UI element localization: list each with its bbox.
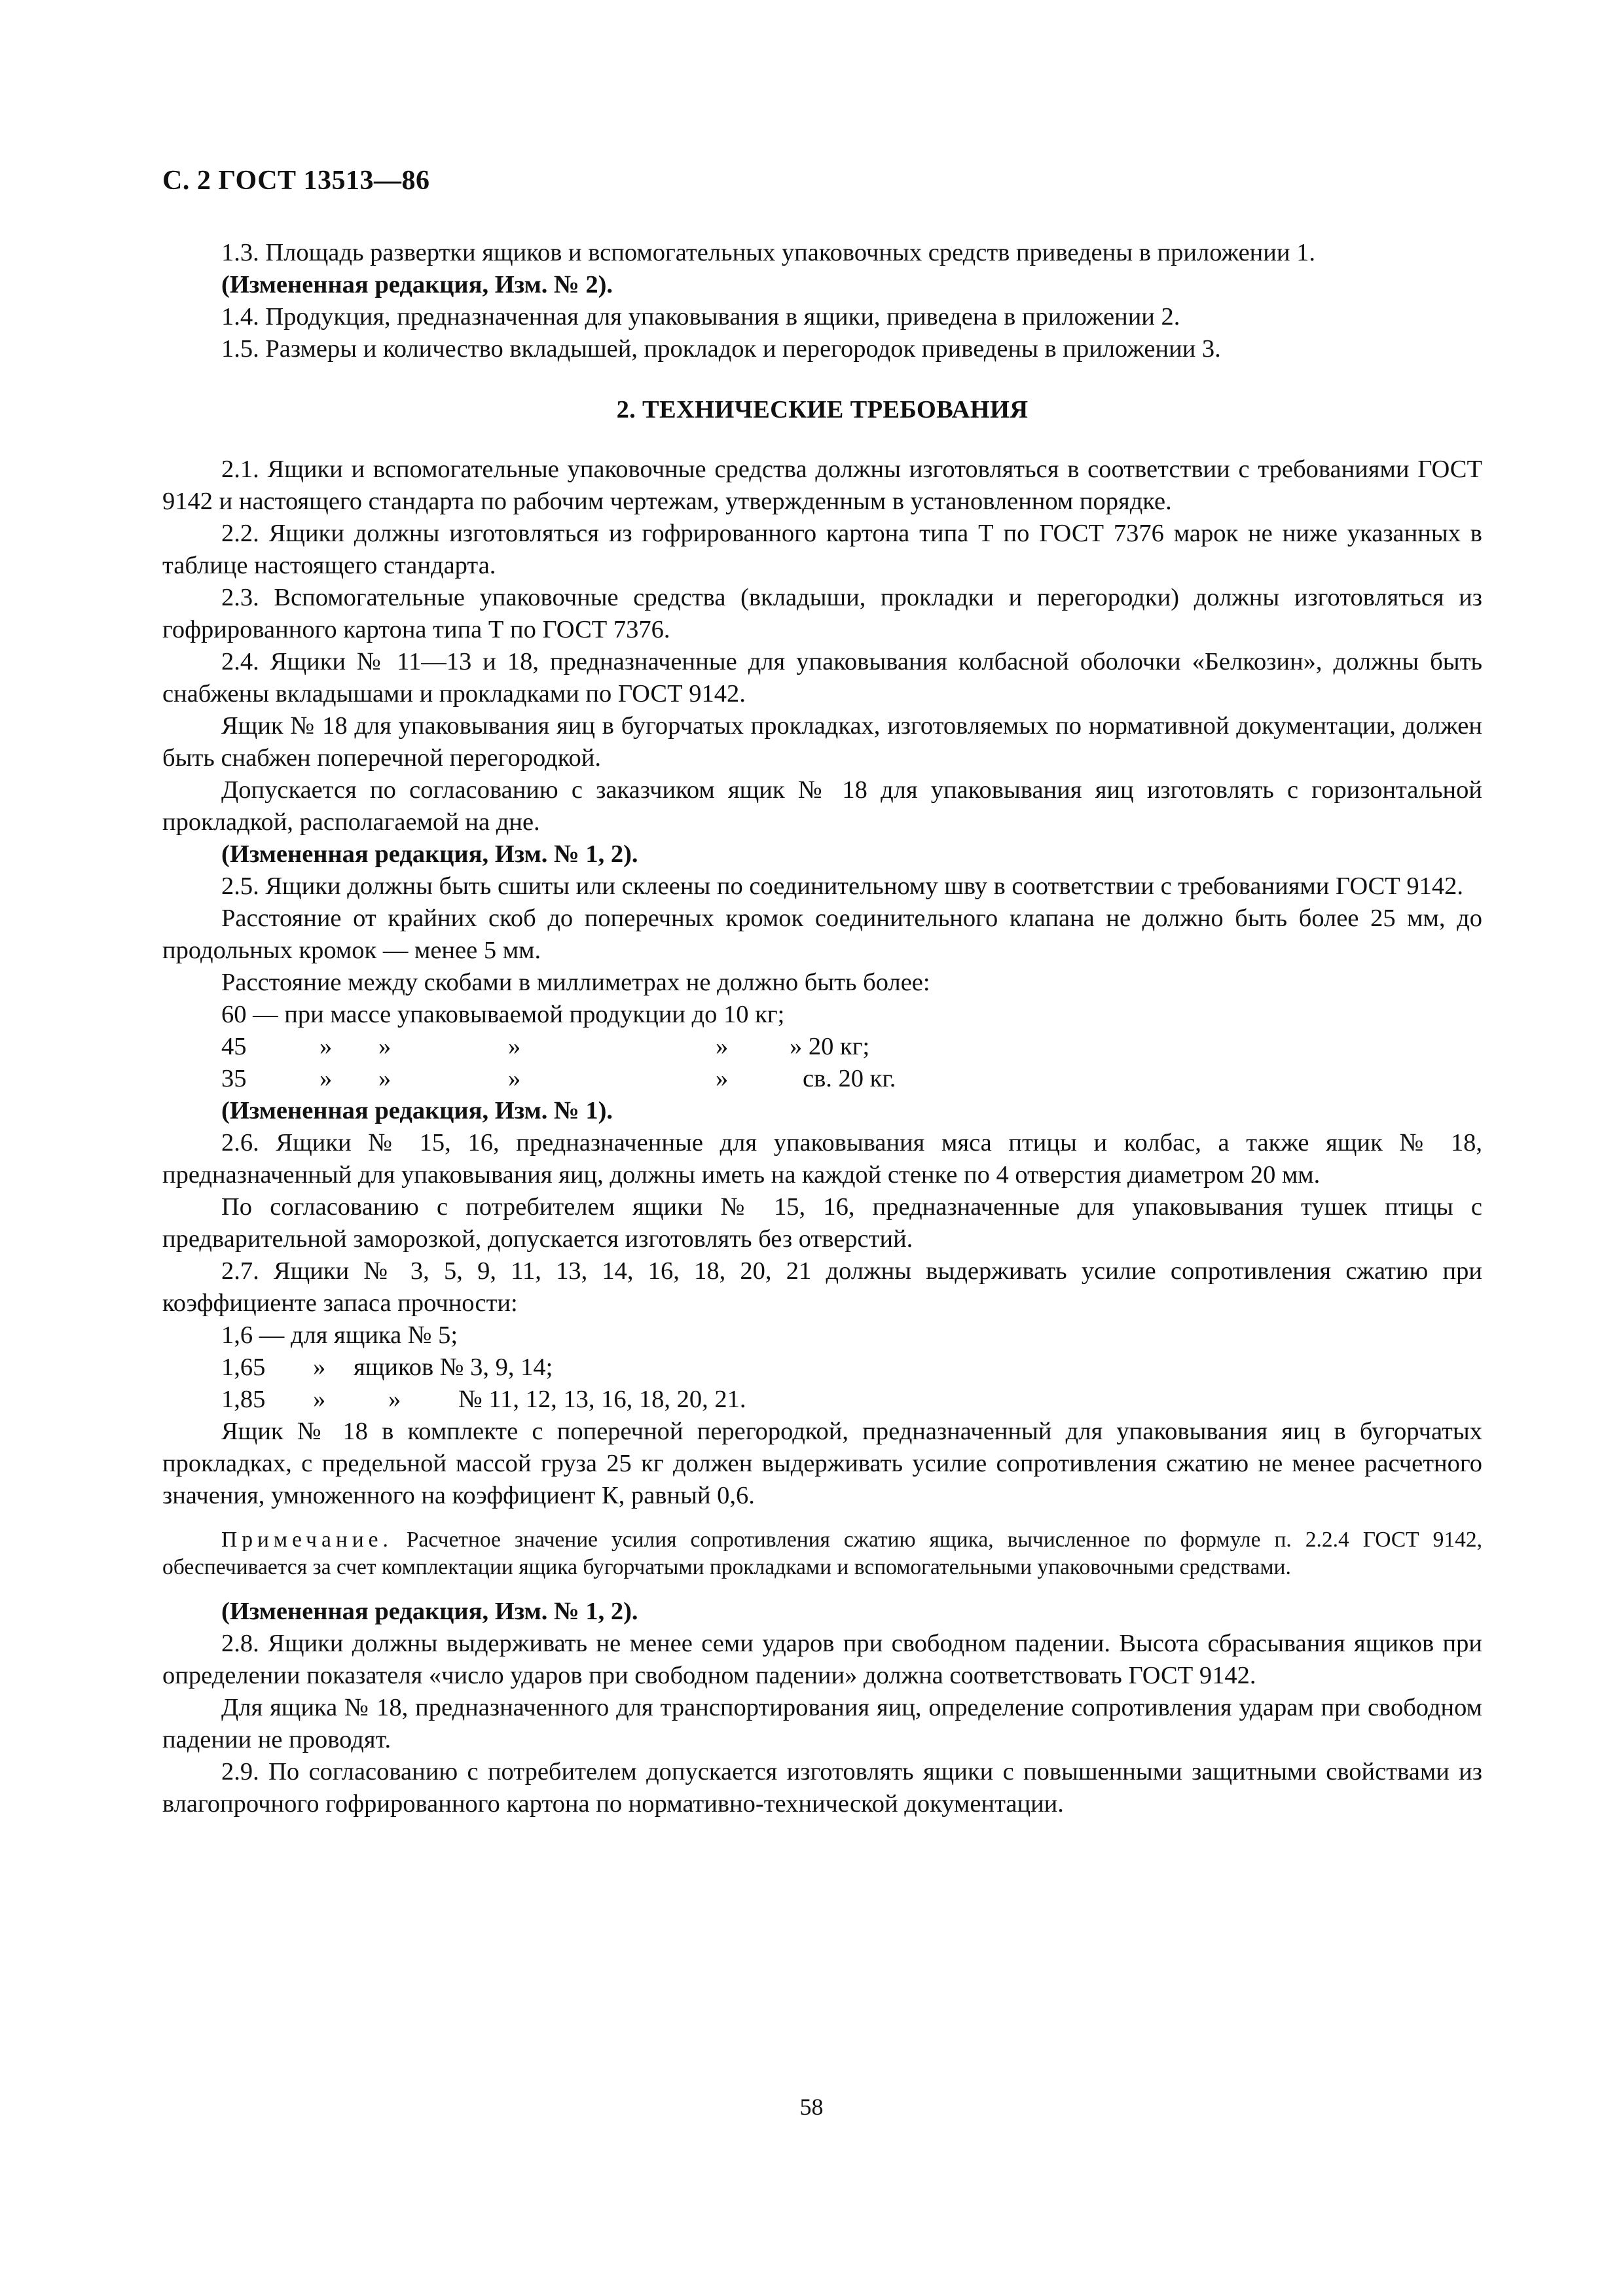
ditto-mark: » — [378, 1033, 392, 1060]
revision-note: (Измененная редакция, Изм. № 1, 2). — [221, 840, 638, 868]
paragraph-2-5: 2.5. Ящики должны быть сшиты или склеены по соединительному шву в соответствии с требованиями ГОСТ 9142. — [221, 872, 1464, 900]
section-heading: 2. ТЕХНИЧЕСКИЕ ТРЕБОВАНИЯ — [616, 396, 1029, 423]
paragraph-2-4-b: Ящик № 18 для упаковывания яиц в бугорчатых прокладках, изготовляемых по нормативной документации, должен быть снабжен поперечной перегородкой. — [162, 712, 1482, 772]
paragraph-2-6-b: По согласованию с потребителем ящики № 15, 16, предназначенные для упаковывания тушек птицы с предварительной заморозкой, допускается изготовлять без отверстий. — [162, 1193, 1482, 1253]
note-text: Расчетное значение усилия сопротивления сжатию ящика, вычисленное по формуле п. 2.2.4 ГОСТ 9142, обеспечивается за счет комплектации ящика бугорчатыми прокладками и вспомогательными упаковочными средствами. — [162, 1528, 1482, 1579]
paragraph-2-7: 2.7. Ящики № 3, 5, 9, 11, 13, 14, 16, 18, 20, 21 должны выдерживать усилие сопротивления сжатию при коэффициенте запаса прочности: — [162, 1257, 1482, 1317]
staple-row — [162, 1031, 1482, 1063]
revision-note: (Измененная редакция, Изм. № 1, 2). — [221, 1598, 638, 1625]
coefficient-boxes: ящиков № 3, 9, 14; — [354, 1354, 553, 1381]
staple-value: 35 — [221, 1065, 247, 1092]
paragraph-1-5: 1.5. Размеры и количество вкладышей, прокладок и перегородок приведены в приложении 3. — [221, 335, 1221, 363]
paragraph-1-4: 1.4. Продукция, предназначенная для упаковывания в ящики, приведена в приложении 2. — [221, 303, 1180, 331]
paragraph-2-9: 2.9. По согласованию с потребителем допускается изготовлять ящики с повышенными защитными свойствами из влагопрочного гофрированного картона по нормативно-технической документации. — [162, 1758, 1482, 1818]
coefficient-row-text: 1,6 — для ящика № 5; — [221, 1321, 458, 1349]
revision-note: (Измененная редакция, Изм. № 2). — [221, 271, 613, 298]
ditto-mark: » — [319, 1033, 333, 1060]
coefficient-value: 1,65 — [221, 1354, 266, 1381]
note — [162, 1526, 1482, 1581]
revision-note: (Измененная редакция, Изм. № 1). — [221, 1097, 613, 1124]
paragraph-2-4: 2.4. Ящики № 11—13 и 18, предназначенные для упаковывания колбасной оболочки «Белкозин», должны быть снабжены вкладышами и прокладками по ГОСТ 9142. — [162, 648, 1482, 708]
ditto-mark: » — [378, 1065, 392, 1092]
staple-condition: » 20 кг; — [790, 1033, 870, 1060]
ditto-mark: » — [388, 1386, 401, 1413]
ditto-mark: » — [716, 1065, 729, 1092]
staple-condition: св. 20 кг. — [803, 1065, 896, 1092]
coefficient-row — [162, 1352, 1482, 1384]
paragraph-2-1: 2.1. Ящики и вспомогательные упаковочные средства должны изготовляться в соответствии с требованиями ГОСТ 9142 и настоящего стандарта по рабочим чертежам, утвержденным в установленном порядке. — [162, 456, 1482, 515]
paragraph-2-8-b: Для ящика № 18, предназначенного для транспортирования яиц, определение сопротивления ударам при свободном падении не проводят. — [162, 1694, 1482, 1753]
coefficient-boxes: № 11, 12, 13, 16, 18, 20, 21. — [458, 1386, 746, 1413]
ditto-mark: » — [313, 1354, 326, 1381]
paragraph-1-3: 1.3. Площадь развертки ящиков и вспомогательных упаковочных средств приведены в приложении 1. — [221, 239, 1315, 266]
staple-value: 45 — [221, 1033, 247, 1060]
coefficient-value: 1,85 — [221, 1386, 266, 1413]
paragraph-2-4-c: Допускается по согласованию с заказчиком ящик № 18 для упаковывания яиц изготовлять с горизонтальной прокладкой, располагаемой на дне. — [162, 776, 1482, 836]
staple-row — [162, 999, 1482, 1031]
coefficient-row — [162, 1319, 1482, 1352]
staple-row — [162, 1063, 1482, 1095]
ditto-mark: » — [508, 1033, 521, 1060]
coefficient-row — [162, 1384, 1482, 1416]
page-header: С. 2 ГОСТ 13513—86 — [162, 166, 430, 196]
paragraph-2-2: 2.2. Ящики должны изготовляться из гофрированного картона типа Т по ГОСТ 7376 марок не ниже указанных в таблице настоящего стандарта. — [162, 520, 1482, 579]
document-body — [162, 237, 1482, 1820]
ditto-mark: » — [313, 1386, 326, 1413]
paragraph-2-7-b: Ящик № 18 в комплекте с поперечной перегородкой, предназначенный для упаковывания яиц в бугорчатых прокладках, с предельной массой груза 25 кг должен выдерживать усилие сопротивления сжатию не менее расчетного значения, умноженного на коэффициент К, равный 0,6. — [162, 1418, 1482, 1509]
ditto-mark: » — [716, 1033, 729, 1060]
paragraph-2-3: 2.3. Вспомогательные упаковочные средства (вкладыши, прокладки и перегородки) должны изготовляться из гофрированного картона типа Т по ГОСТ 7376. — [162, 584, 1482, 643]
paragraph-2-6: 2.6. Ящики № 15, 16, предназначенные для упаковывания мяса птицы и колбас, а также ящик № 18, предназначенный для упаковывания яиц, должны иметь на каждой стенке по 4 отверстия диаметром 20 мм. — [162, 1129, 1482, 1189]
paragraph-2-5-b: Расстояние от крайних скоб до поперечных кромок соединительного клапана не должно быть более 25 мм, до продольных кромок — менее 5 мм. — [162, 905, 1482, 964]
ditto-mark: » — [319, 1065, 333, 1092]
paragraph-2-5-c: Расстояние между скобами в миллиметрах не должно быть более: — [221, 969, 930, 996]
page-number: 58 — [799, 2094, 824, 2120]
ditto-mark: » — [508, 1065, 521, 1092]
note-label: Примечание. — [221, 1528, 393, 1552]
staple-row-text: 60 — при массе упаковываемой продукции до 10 кг; — [221, 1001, 785, 1028]
paragraph-2-8: 2.8. Ящики должны выдерживать не менее семи ударов при свободном падении. Высота сбрасывания ящиков при определении показателя «число ударов при свободном падении» должна соответствовать ГОСТ 9142. — [162, 1630, 1482, 1689]
